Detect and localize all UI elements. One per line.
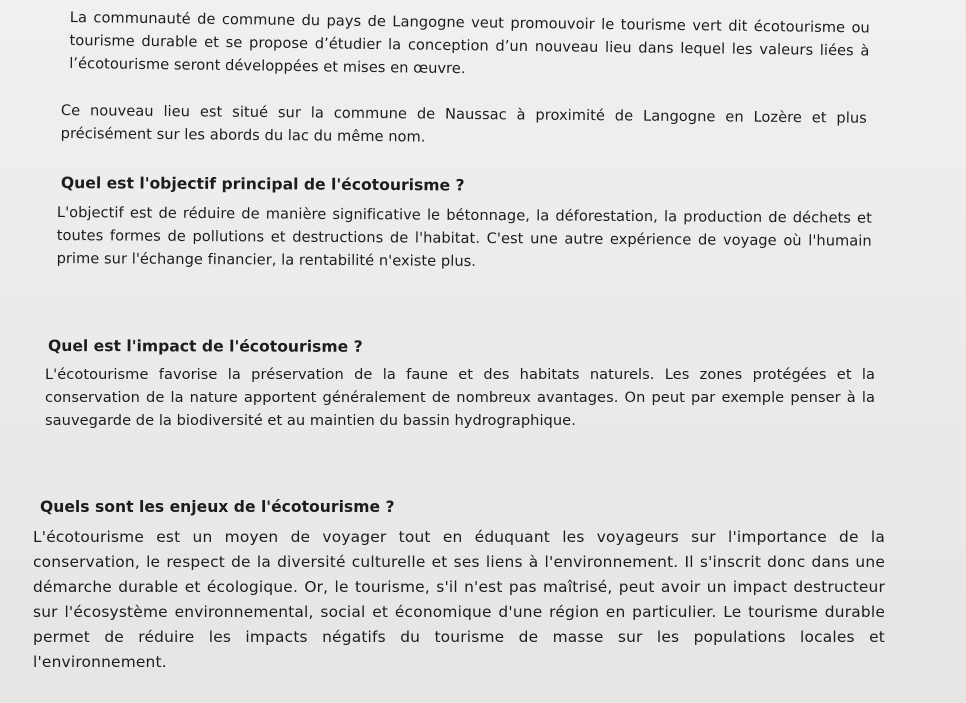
- location-paragraph: Ce nouveau lieu est situé sur la commune de Naussac à proximité de Langogne en Lozère et plus précisément sur les abords du lac du même nom.: [60, 101, 867, 146]
- intro-paragraph: La communauté de commune du pays de Langogne veut promouvoir le tourisme vert dit écotourisme ou tourisme durable et se propose d’étudier la conception d’un nouveau lieu dans lequel les valeurs liées à l’écotourisme seront développées et mises en œuvre.: [69, 8, 870, 78]
- answer-stakes: L'écotourisme est un moyen de voyager tout en éduquant les voyageurs sur l'importance de la conservation, le respect de la diversité culturelle et ses liens à l'environnement. Il s'inscrit donc dans une démarche durable et écologique. Or, le tourisme, s'il n'est pas maîtrisé, peut avoir un impact destructeur sur l'écosystème environnemental, social et économique d'une région en particulier. Le tourisme durable permet de réduire les impacts négatifs du tourisme de masse sur les populations locales et l'environnement.: [33, 528, 885, 671]
- answer-impact: L'écotourisme favorise la préservation de la faune et des habitats naturels. Les zones protégées et la conservation de la nature apportent généralement de nombreux avantages. On peut par exemple penser à la sauvegarde de la biodiversité et au maintien du bassin hydrographique.: [45, 366, 875, 429]
- question-objective: Quel est l'objectif principal de l'écotourisme ?: [60, 173, 465, 195]
- question-impact: Quel est l'impact de l'écotourisme ?: [47, 337, 363, 356]
- question-stakes: Quels sont les enjeux de l'écotourisme ?: [40, 498, 395, 516]
- answer-objective: L'objectif est de réduire de manière significative le bétonnage, la déforestation, la production de déchets et toutes formes de pollutions et destructions de l'habitat. C'est une autre expérience de voyage où l'humain prime sur l'échange financier, la rentabilité n'existe plus.: [56, 203, 872, 270]
